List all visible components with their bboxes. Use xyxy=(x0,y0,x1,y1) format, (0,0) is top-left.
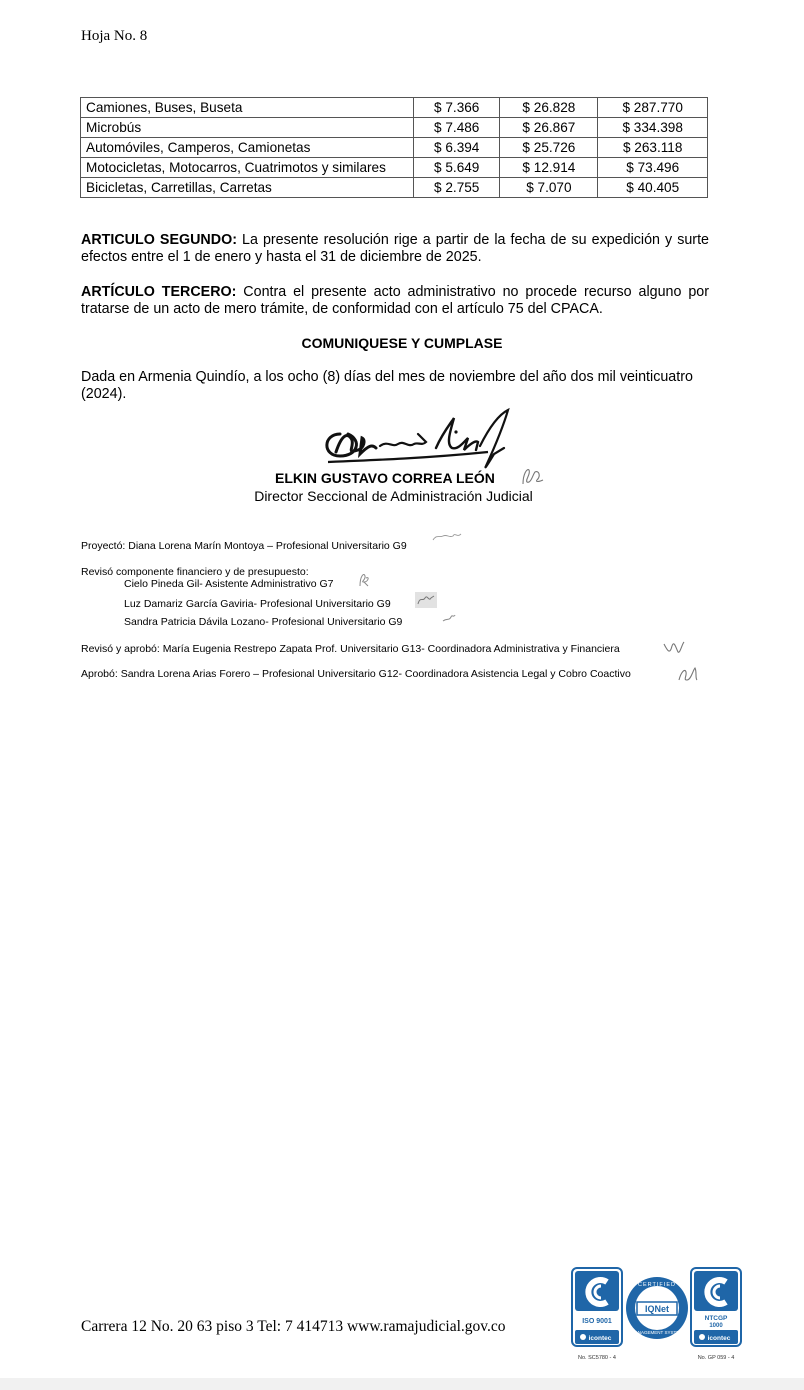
article-third-paragraph xyxy=(81,284,709,318)
table-cell-value: $ 334.398 xyxy=(598,118,708,138)
table-cell-value: $ 7.070 xyxy=(500,178,598,198)
article-third-heading: ARTÍCULO TERCERO: xyxy=(81,284,237,300)
table-cell-value: $ 26.828 xyxy=(500,98,598,118)
page-number-header: Hoja No. 8 xyxy=(81,28,148,44)
table-cell-category: Microbús xyxy=(81,118,414,138)
svg-text:ISO 9001: ISO 9001 xyxy=(582,1318,612,1325)
table-cell-value: $ 73.496 xyxy=(598,158,708,178)
table-row xyxy=(81,178,708,198)
reviewer-cielo-initials-icon xyxy=(356,570,372,588)
svg-text:NTCGP: NTCGP xyxy=(704,1315,728,1322)
approved-note: Aprobó: Sandra Lorena Arias Forero – Profesional Universitario G12- Coordinadora Asistencia Legal y Cobro Coactivo xyxy=(81,668,631,680)
reviewer-luz: Luz Damariz García Gaviria- Profesional Universitario G9 xyxy=(124,598,391,610)
date-place-paragraph: Dada en Armenia Quindío, a los ocho (8) días del mes de noviembre del año dos mil veinticuatro (2024). xyxy=(81,369,693,402)
article-third-text: Contra el presente acto administrativo no procede recurso alguno por tratarse de un acto de mero trámite, de conformidad con el artículo 75 del CPACA. xyxy=(81,284,709,317)
financial-review-heading: Revisó componente financiero y de presupuesto: xyxy=(81,566,309,578)
handwritten-signature xyxy=(318,404,518,474)
vehicle-fee-table xyxy=(80,97,708,198)
table-cell-value: $ 263.118 xyxy=(598,138,708,158)
svg-text:icontec: icontec xyxy=(707,1335,731,1342)
signer-name: ELKIN GUSTAVO CORREA LEÓN xyxy=(275,470,495,486)
table-cell-category: Automóviles, Camperos, Camionetas xyxy=(81,138,414,158)
table-cell-value: $ 12.914 xyxy=(500,158,598,178)
table-cell-value: $ 40.405 xyxy=(598,178,708,198)
article-second-text: La presente resolución rige a partir de la fecha de su expedición y surte efectos entre el 1 de enero y hasta el 31 de diciembre de 2025. xyxy=(81,232,709,265)
iqnet-logo xyxy=(626,1277,688,1339)
table-cell-value: $ 2.755 xyxy=(414,178,500,198)
projected-by-note: Proyectó: Diana Lorena Marín Montoya – Profesional Universitario G9 xyxy=(81,540,407,552)
footer-address: Carrera 12 No. 20 63 piso 3 Tel: 7 414713 www.ramajudicial.gov.co xyxy=(81,1318,506,1335)
signer-initials-icon xyxy=(519,466,545,486)
signer-title: Director Seccional de Administración Judicial xyxy=(254,488,533,504)
table-cell-value: $ 287.770 xyxy=(598,98,708,118)
reviewer-luz-initials-icon xyxy=(415,592,437,608)
svg-text:MANAGEMENT SYSTEM: MANAGEMENT SYSTEM xyxy=(631,1330,683,1335)
table-row xyxy=(81,138,708,158)
table-cell-category: Bicicletas, Carretillas, Carretas xyxy=(81,178,414,198)
certification-logos xyxy=(570,1266,745,1366)
svg-text:No. SC5780 - 4: No. SC5780 - 4 xyxy=(578,1355,616,1361)
article-second-heading: ARTICULO SEGUNDO: xyxy=(81,232,237,248)
closing-phrase: COMUNIQUESE Y CUMPLASE xyxy=(301,335,503,351)
table-cell-category: Camiones, Buses, Buseta xyxy=(81,98,414,118)
table-cell-value: $ 6.394 xyxy=(414,138,500,158)
svg-text:No. GP 059 - 4: No. GP 059 - 4 xyxy=(697,1355,735,1361)
projected-initials-icon xyxy=(431,530,463,544)
table-row xyxy=(81,118,708,138)
iso-9001-logo xyxy=(572,1268,622,1361)
approved-initials-icon xyxy=(677,664,699,684)
table-cell-value: $ 5.649 xyxy=(414,158,500,178)
svg-text:icontec: icontec xyxy=(588,1335,612,1342)
table-cell-category: Motocicletas, Motocarros, Cuatrimotos y similares xyxy=(81,158,414,178)
page-bottom-shade xyxy=(0,1378,804,1390)
svg-text:1000: 1000 xyxy=(709,1323,723,1329)
ntcgp-1000-logo xyxy=(691,1268,741,1361)
table-cell-value: $ 26.867 xyxy=(500,118,598,138)
reviewed-approved-note: Revisó y aprobó: María Eugenia Restrepo Zapata Prof. Universitario G13- Coordinadora Administrativa y Financiera xyxy=(81,643,620,655)
table-row xyxy=(81,98,708,118)
reviewer-cielo: Cielo Pineda Gil- Asistente Administrativo G7 xyxy=(124,578,334,590)
article-second-paragraph xyxy=(81,232,709,266)
table-row xyxy=(81,158,708,178)
reviewer-sandra-initials-icon xyxy=(441,612,457,624)
svg-text:CERTIFIED: CERTIFIED xyxy=(638,1282,676,1288)
table-cell-value: $ 7.366 xyxy=(414,98,500,118)
svg-text:IQNet: IQNet xyxy=(644,1304,670,1314)
table-cell-value: $ 7.486 xyxy=(414,118,500,138)
reviewed-approved-initials-icon xyxy=(662,638,686,658)
reviewer-sandra-davila: Sandra Patricia Dávila Lozano- Profesional Universitario G9 xyxy=(124,616,403,628)
table-cell-value: $ 25.726 xyxy=(500,138,598,158)
